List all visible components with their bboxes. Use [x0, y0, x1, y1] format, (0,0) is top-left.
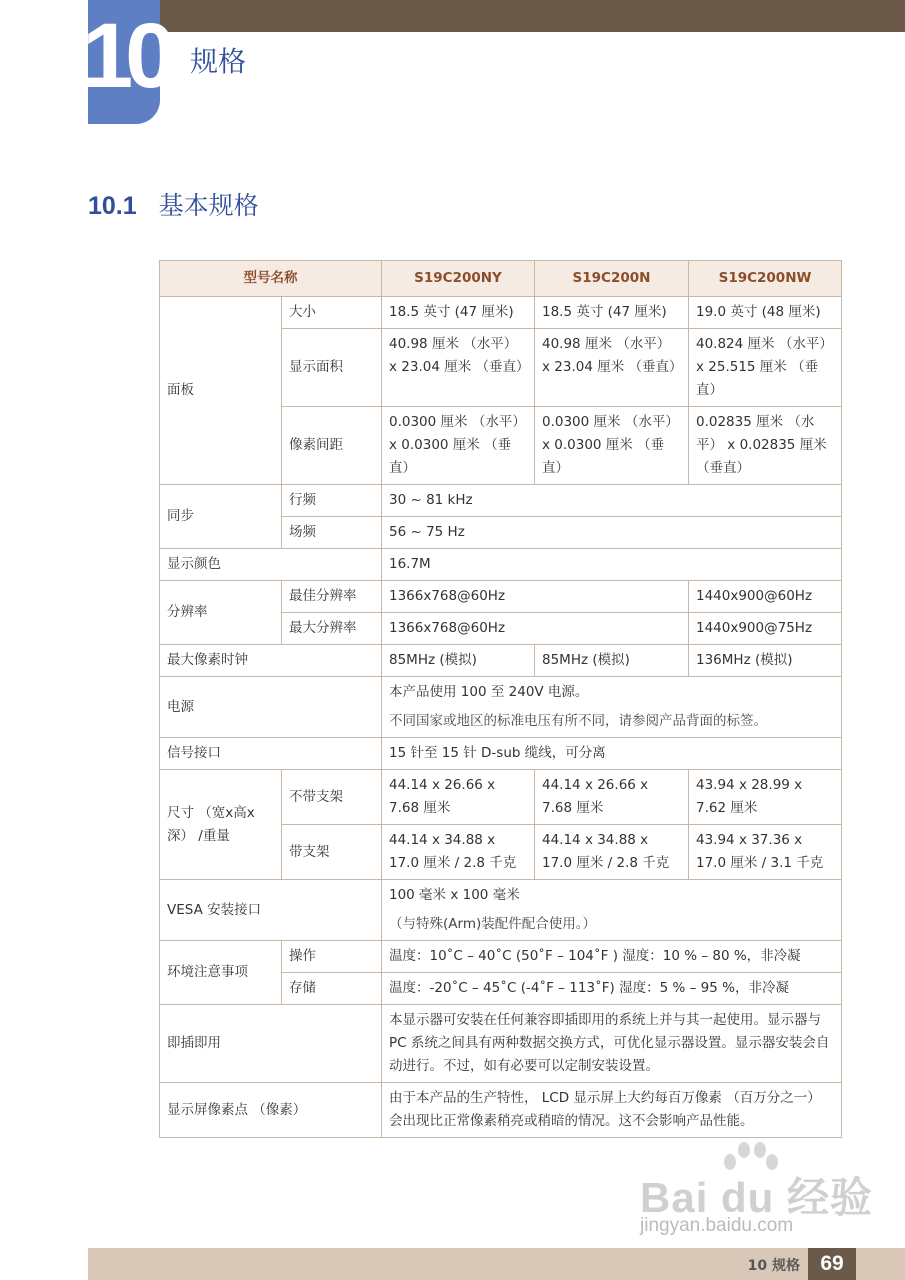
header-model-1: S19C200NY	[382, 261, 535, 297]
table-row	[160, 581, 842, 613]
row-label-environment: 环境注意事项	[160, 941, 282, 1005]
sublabel-optimum: 最佳分辨率	[282, 581, 382, 613]
table-row	[160, 770, 842, 825]
cell-vesa	[382, 880, 842, 941]
row-label-pixel-clock: 最大像素时钟	[160, 645, 382, 677]
spec-table	[159, 260, 842, 1138]
sublabel-with-stand: 带支架	[282, 825, 382, 880]
section-heading	[88, 186, 259, 222]
cell-without-stand-2: 44.14 x 26.66 x 7.68 厘米	[535, 770, 689, 825]
cell-without-stand-1: 44.14 x 26.66 x 7.68 厘米	[382, 770, 535, 825]
header-model-3: S19C200NW	[689, 261, 842, 297]
cell-pixel-clock-1: 85MHz (模拟)	[382, 645, 535, 677]
table-row	[160, 738, 842, 770]
chapter-number-block	[82, 0, 169, 124]
section-number: 10.1	[88, 192, 137, 220]
row-label-vesa: VESA 安装接口	[160, 880, 382, 941]
row-label-sync: 同步	[160, 485, 282, 549]
table-row	[160, 880, 842, 941]
cell-size-3: 19.0 英寸 (48 厘米)	[689, 297, 842, 329]
vesa-line-2: （与特殊(Arm)装配件配合使用。）	[389, 916, 596, 932]
header-model-2: S19C200N	[535, 261, 689, 297]
cell-pixel-clock-2: 85MHz (模拟)	[535, 645, 689, 677]
watermark-sub: jingyan.baidu.com	[640, 1215, 794, 1236]
cell-vertical: 56 ~ 75 Hz	[382, 517, 842, 549]
cell-area-3: 40.824 厘米 （水平） x 25.515 厘米 （垂直）	[689, 329, 842, 407]
watermark-main: Bai du 经验	[640, 1174, 874, 1221]
row-label-power: 电源	[160, 677, 382, 738]
sublabel-horizontal: 行频	[282, 485, 382, 517]
header-model-label: 型号名称	[160, 261, 382, 297]
section-title: 基本规格	[158, 191, 259, 220]
cell-maximum-12: 1366x768@60Hz	[382, 613, 689, 645]
table-row	[160, 1005, 842, 1083]
cell-maximum-3: 1440x900@75Hz	[689, 613, 842, 645]
cell-plug-play: 本显示器可安装在任何兼容即插即用的系统上并与其一起使用。显示器与 PC 系统之间具有两种数据交换方式，可优化显示器设置。显示器安装会自动进行。不过，如有必要可以定制安装设置。	[382, 1005, 842, 1083]
chapter-title: 规格	[190, 45, 247, 78]
power-line-2: 不同国家或地区的标准电压有所不同，请参阅产品背面的标签。	[389, 713, 767, 729]
table-row	[160, 645, 842, 677]
cell-optimum-3: 1440x900@60Hz	[689, 581, 842, 613]
power-line-1: 本产品使用 100 至 240V 电源。	[389, 684, 589, 700]
sublabel-without-stand: 不带支架	[282, 770, 382, 825]
sublabel-storage: 存储	[282, 973, 382, 1005]
row-label-panel: 面板	[160, 297, 282, 485]
vesa-line-1: 100 毫米 x 100 毫米	[389, 887, 520, 903]
sublabel-area: 显示面积	[282, 329, 382, 407]
cell-with-stand-2: 44.14 x 34.88 x 17.0 厘米 / 2.8 千克	[535, 825, 689, 880]
sublabel-maximum: 最大分辨率	[282, 613, 382, 645]
baidu-watermark	[640, 1140, 880, 1240]
cell-pitch-3: 0.02835 厘米 （水平） x 0.02835 厘米 （垂直）	[689, 407, 842, 485]
row-label-signal: 信号接口	[160, 738, 382, 770]
sublabel-vertical: 场频	[282, 517, 382, 549]
cell-pitch-2: 0.0300 厘米 （水平） x 0.0300 厘米 （垂直）	[535, 407, 689, 485]
cell-power	[382, 677, 842, 738]
cell-without-stand-3: 43.94 x 28.99 x 7.62 厘米	[689, 770, 842, 825]
sublabel-operating: 操作	[282, 941, 382, 973]
table-header-row	[160, 261, 842, 297]
row-label-resolution: 分辨率	[160, 581, 282, 645]
cell-size-2: 18.5 英寸 (47 厘米)	[535, 297, 689, 329]
cell-signal: 15 针至 15 针 D-sub 缆线，可分离	[382, 738, 842, 770]
cell-dots: 由于本产品的生产特性， LCD 显示屏上大约每百万像素 （百万分之一）会出现比正常像素稍亮或稍暗的情况。这不会影响产品性能。	[382, 1083, 842, 1138]
table-row	[160, 941, 842, 973]
chapter-number: 10	[82, 5, 169, 107]
table-row	[160, 549, 842, 581]
cell-colors: 16.7M	[382, 549, 842, 581]
cell-operating: 温度：10˚C – 40˚C (50˚F – 104˚F ) 湿度：10 % – 80 %，非冷凝	[382, 941, 842, 973]
row-label-colors: 显示颜色	[160, 549, 382, 581]
cell-area-1: 40.98 厘米 （水平） x 23.04 厘米 （垂直）	[382, 329, 535, 407]
cell-pixel-clock-3: 136MHz (模拟)	[689, 645, 842, 677]
top-header-bar	[158, 0, 905, 32]
cell-with-stand-3: 43.94 x 37.36 x 17.0 厘米 / 3.1 千克	[689, 825, 842, 880]
cell-pitch-1: 0.0300 厘米 （水平） x 0.0300 厘米 （垂直）	[382, 407, 535, 485]
cell-storage: 温度：-20˚C – 45˚C (-4˚F – 113˚F) 湿度：5 % – 95 %，非冷凝	[382, 973, 842, 1005]
cell-horizontal: 30 ~ 81 kHz	[382, 485, 842, 517]
cell-size-1: 18.5 英寸 (47 厘米)	[382, 297, 535, 329]
sublabel-size: 大小	[282, 297, 382, 329]
table-row	[160, 677, 842, 738]
row-label-dimensions: 尺寸 （宽x高x深） /重量	[160, 770, 282, 880]
page-number: 69	[808, 1248, 856, 1280]
footer-chapter-label: 10 规格	[747, 1258, 800, 1274]
row-label-dots: 显示屏像素点 （像素）	[160, 1083, 382, 1138]
table-row	[160, 297, 842, 329]
cell-area-2: 40.98 厘米 （水平） x 23.04 厘米 （垂直）	[535, 329, 689, 407]
table-row	[160, 485, 842, 517]
row-label-plug-play: 即插即用	[160, 1005, 382, 1083]
cell-with-stand-1: 44.14 x 34.88 x 17.0 厘米 / 2.8 千克	[382, 825, 535, 880]
sublabel-pitch: 像素间距	[282, 407, 382, 485]
table-row	[160, 1083, 842, 1138]
cell-optimum-12: 1366x768@60Hz	[382, 581, 689, 613]
